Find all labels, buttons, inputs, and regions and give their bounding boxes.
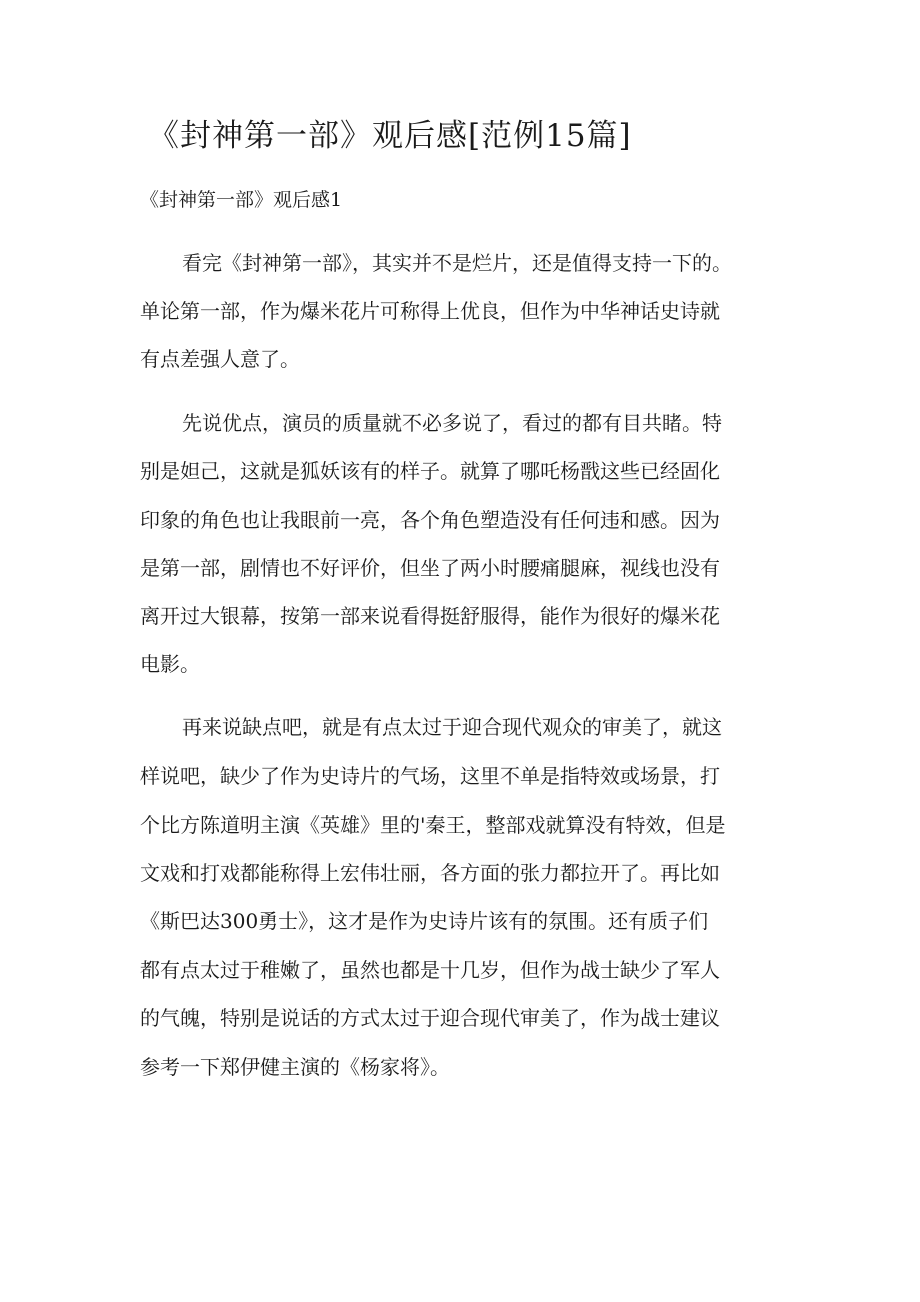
paragraph-line: 是第一部，剧情也不好评价，但坐了两小时腰痛腿麻，视线也没有 <box>140 556 720 580</box>
paragraph-line: 再来说缺点吧，就是有点太过于迎合现代观众的审美了，就这 <box>182 715 722 739</box>
paragraph-line: 个比方陈道明主演《英雄》里的'秦王，整部戏就算没有特效，但是 <box>140 813 726 837</box>
paragraph-line: 别是妲己，这就是狐妖该有的样子。就算了哪吒杨戬这些已经固化 <box>140 459 720 483</box>
paragraph-line: 电影。 <box>140 652 200 676</box>
paragraph-line: 的气魄，特别是说话的方式太过于迎合现代审美了，作为战士建议 <box>140 1006 720 1030</box>
paragraph-line: 都有点太过于稚嫩了，虽然也都是十几岁，但作为战士缺少了军人 <box>140 958 720 982</box>
paragraph-line: 离开过大银幕，按第一部来说看得挺舒服得，能作为很好的爆米花 <box>140 604 720 628</box>
paragraph-line: 参考一下郑伊健主演的《杨家将》。 <box>140 1055 450 1079</box>
paragraph-line: 有点差强人意了。 <box>140 347 300 371</box>
section-heading: 《封神第一部》观后感1 <box>140 189 343 211</box>
paragraph-line: 样说吧，缺少了作为史诗片的气场，这里不单是指特效或场景，打 <box>140 764 720 788</box>
paragraph-line: 文戏和打戏都能称得上宏伟壮丽，各方面的张力都拉开了。再比如 <box>140 861 720 885</box>
paragraph-line: 印象的角色也让我眼前一亮，各个角色塑造没有任何违和感。因为 <box>140 508 720 532</box>
paragraph-line: 先说优点，演员的质量就不必多说了，看过的都有目共睹。特 <box>182 411 722 435</box>
paragraph-line: 看完《封神第一部》，其实并不是烂片，还是值得支持一下的。 <box>182 251 732 275</box>
document-title: 《封神第一部》观后感[范例15篇] <box>148 118 632 154</box>
paragraph-line: 《斯巴达300勇士》，这才是作为史诗片该有的氛围。还有质子们 <box>140 909 709 933</box>
paragraph-line: 单论第一部，作为爆米花片可称得上优良，但作为中华神话史诗就 <box>140 299 720 323</box>
